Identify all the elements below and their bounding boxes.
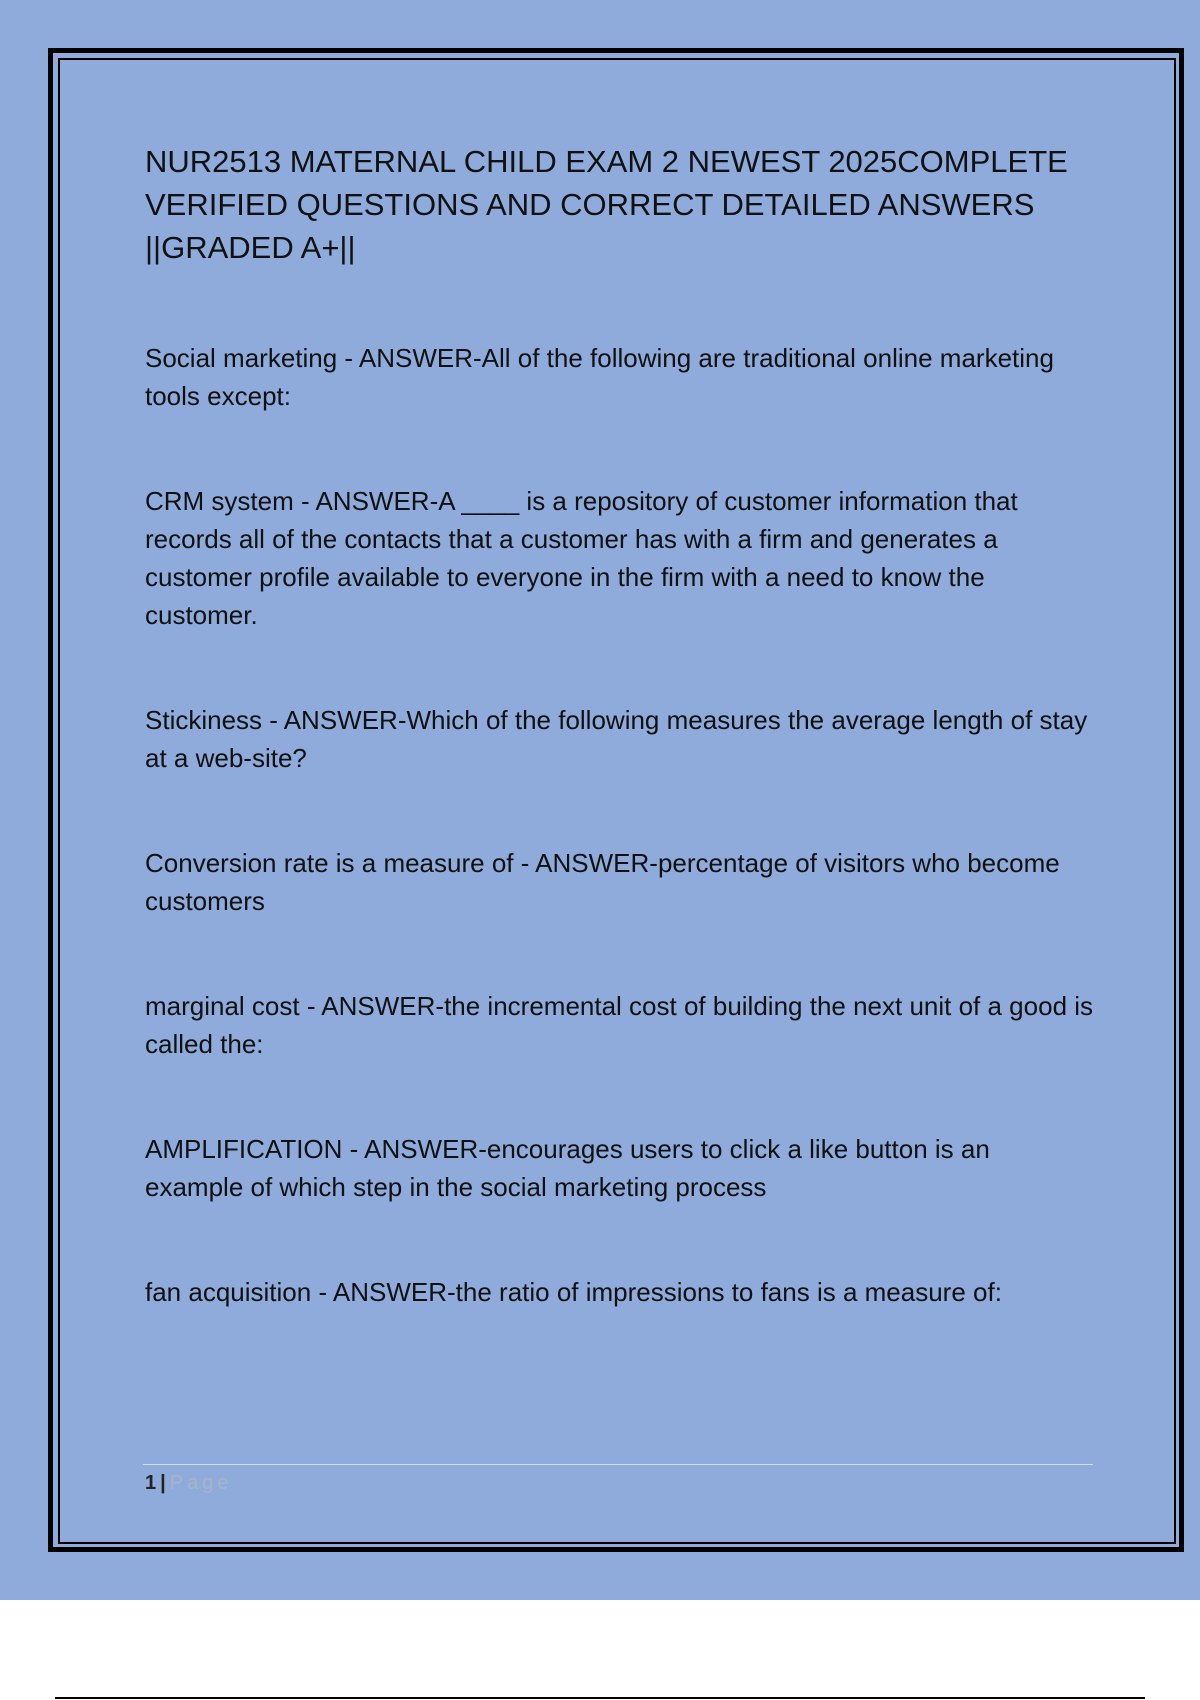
qa-list xyxy=(145,339,1095,1311)
document-title: NUR2513 MATERNAL CHILD EXAM 2 NEWEST 2025COMPLETE VERIFIED QUESTIONS AND CORRECT DETAILED ANSWERS ||GRADED A+|| xyxy=(145,144,1068,265)
footer-divider xyxy=(143,1464,1093,1465)
qa-entry: Social marketing - ANSWER-All of the following are traditional online marketing tools except: xyxy=(145,343,1054,411)
qa-entry: CRM system - ANSWER-A ____ is a repository of customer information that records all of the contacts that a customer has with a firm and generates a customer profile available to everyone in the firm with a need to know the customer. xyxy=(145,486,1018,630)
qa-entry: marginal cost - ANSWER-the incremental cost of building the next unit of a good is called the: xyxy=(145,991,1094,1059)
footer-separator: | xyxy=(160,1472,166,1494)
page-footer xyxy=(145,1470,232,1496)
next-page-top-rule xyxy=(55,1697,1145,1699)
qa-entry: AMPLIFICATION - ANSWER-encourages users to click a like button is an example of which step in the social marketing process xyxy=(145,1134,990,1202)
page-content xyxy=(145,140,1095,1378)
qa-entry: Conversion rate is a measure of - ANSWER-percentage of visitors who become customers xyxy=(145,848,1060,916)
page-label: Page xyxy=(169,1472,233,1494)
qa-entry: Stickiness - ANSWER-Which of the following measures the average length of stay at a web-site? xyxy=(145,705,1088,773)
qa-entry: fan acquisition - ANSWER-the ratio of impressions to fans is a measure of: xyxy=(145,1277,1002,1307)
page-number: 1 xyxy=(145,1472,157,1494)
